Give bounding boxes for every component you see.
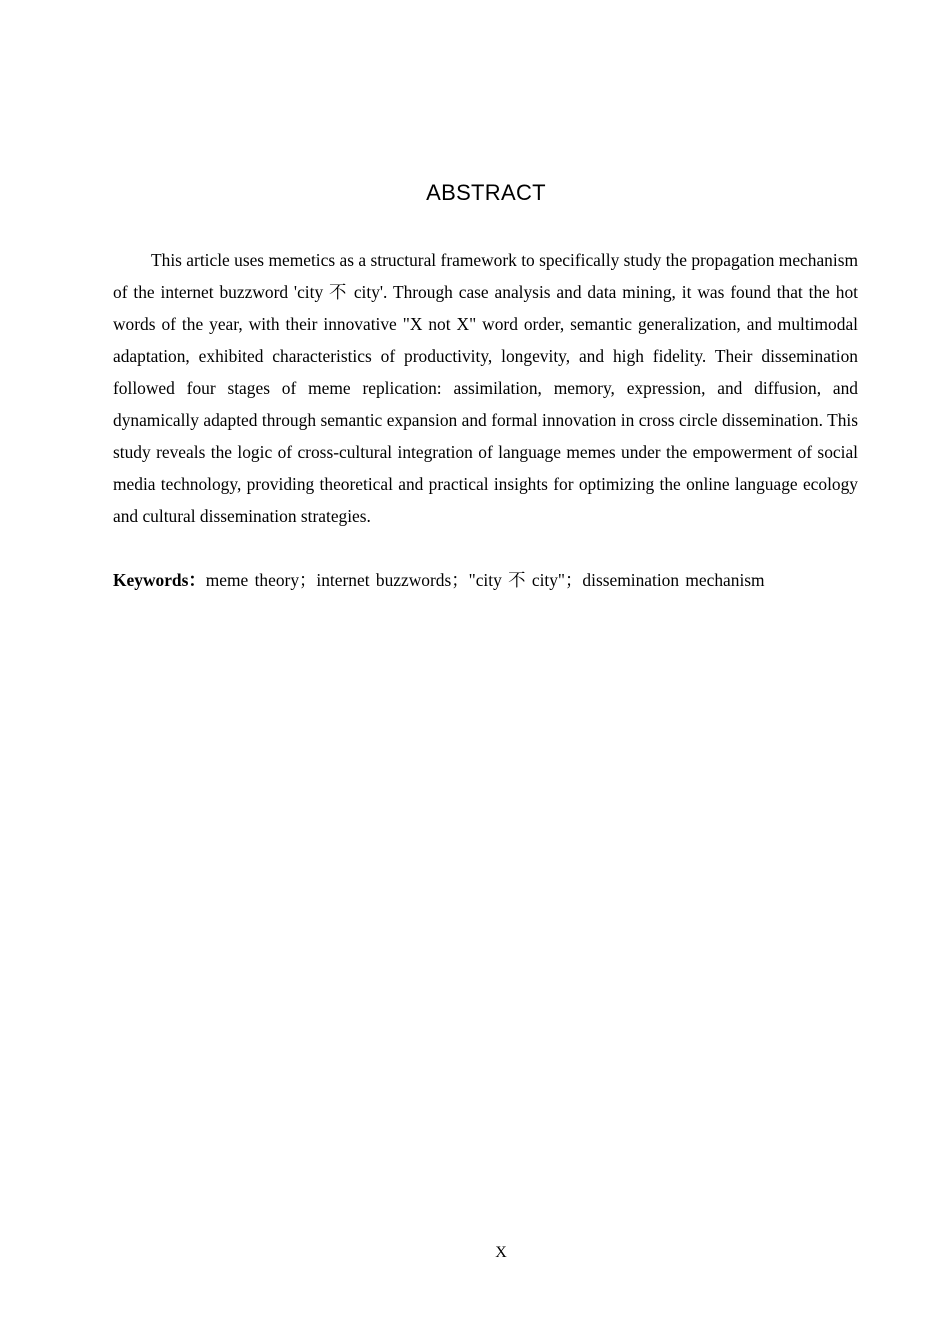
abstract-title: ABSTRACT	[426, 180, 546, 205]
abstract-body: This article uses memetics as a structural framework to specifically study the propagation mechanism of the internet buzzword 'city 不 city'. Through case analysis and data mining, it was found that the hot words of the year, with their innovative "X not X" word order, semantic generalization, and multimodal adaptation, exhibited characteristics of productivity, longevity, and high fidelity. Their dissemination followed four stages of meme replication: assimilation, memory, expression, and diffusion, and dynamically adapted through semantic expansion and formal innovation in cross circle dissemination. This study reveals the logic of cross-cultural integration of language memes under the empowerment of social media technology, providing theoretical and practical insights for optimizing the online language ecology and cultural dissemination strategies.	[113, 250, 858, 526]
page-number: X	[495, 1244, 507, 1261]
keywords-list: meme theory；internet buzzwords；"city 不 city"；dissemination mechanism	[205, 570, 765, 590]
keywords-line	[113, 564, 873, 596]
keywords-label: Keywords：	[113, 570, 206, 590]
